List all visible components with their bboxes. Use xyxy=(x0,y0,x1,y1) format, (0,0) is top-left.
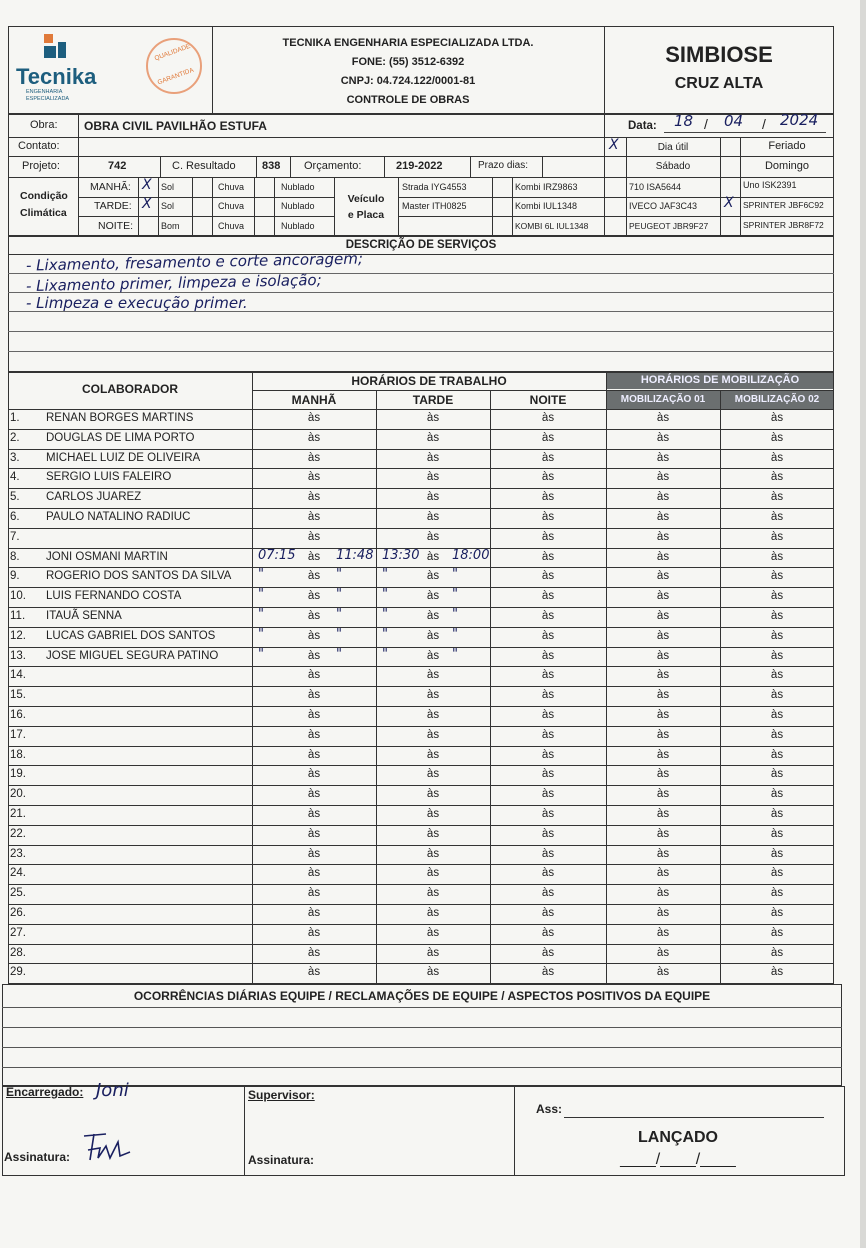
vehicle-uno: Uno ISK2391 xyxy=(743,180,797,190)
document-sheet: Tecnika ENGENHARIA ESPECIALIZADA QUALIDADE GARANTIDA TECNIKA ENGENHARIA ESPECIALIZADA LTDA. FONE: (55) 3512-6392 CNPJ: 04.724.122/0001-81 CONTROLE DE OBRAS SIMBIOSE CRUZ ALTA Obra: OBRA CIVIL PAVILHÃO ESTUFA Data: 18 / 04 / 2024 Contato: Projeto: 742 C. Resultado 838 Orçamento: 219-2022 Prazo dias: X Dia útil Feriado Sábado Domingo Condição Climática MANHÃ: X Sol Chuva Nublado TARDE: X Sol Chuva Nublado NOITE: Bom Chuva Nublado Veículo e Placa Strada IYG4553 Kombi IRZ9863 710 ISA5644 Uno ISK2391 Master ITH0825 Kombi IUL1348 IVECO JAF3C43 X SPRINTER JBF6C92 KOMBI 6L IUL1348 PEUGEOT JBR9F27 SPRINTER JBR8F72 DESCRIÇÃO DE SERVIÇOS - Lixamento, fresamento e corte ancoragem; - Lixamento primer, limpeza e isolação; - Limpeza e execução primer. COLABORADOR HORÁRIOS DE TRABALHO MANHÃ TARDE NOITE HORÁRIOS DE MOBILIZAÇÃO MOBILIZAÇÃO 01 MOBILIZAÇÃO 02 1. RENAN BORGES MARTINS às às às às às 2. DOUGLAS DE LIMA PORTO às às às às às 3. MICHAEL LUIZ DE OLIVEIRA às às às às às 4. SERGIO LUIS FALEIRO às às às às às 5. CARLOS JUAREZ às às às às às 6. PAULO NATALINO RADIUC às às às às às 7. às às às às às 8. JONI OSMANI MARTIN às às às às às 07:15 11:48 13:30 18:00 9. ROGERIO DOS SANTOS DA SILVA às às às às às " " " " 10. LUIS FERNANDO COSTA às às às às às " " " " 11. ITAUÃ SENNA às às às às às " " " " 12. LUCAS GABRIEL DOS SANTOS às às às às às " " " " 13. JOSE MIGUEL SEGURA PATINO às às às às às " " " " 14. às às às às às 15. às às às às às 16. às às às às às 17. às às às às às 18. às às às às às 19. às às às às às 20. às às às às às 21. às às às às às 22. às às às às às 23. às às às às às 24. às às às às às 25. às às às às às 26. às às às às às 27. às às às às às 28. às às às às às 29. às às às às às OCORRÊNCIAS DIÁRIAS EQUIPE / RECLAMAÇÕES DE EQUIPE / ASPECTOS POSITIVOS DA EQUIPE Encarregado: Joni Assinatura: Supervisor: Assinatura: Ass: LANÇADO ____/____/____ xyxy=(0,0,860,1248)
noite-as: às xyxy=(541,590,555,603)
manha-as: às xyxy=(307,768,321,781)
date-day: 18 xyxy=(674,112,694,130)
client-city: CRUZ ALTA xyxy=(674,75,764,92)
col-mobilizacao: HORÁRIOS DE MOBILIZAÇÃO xyxy=(640,374,800,386)
tarde-as: às xyxy=(426,511,440,523)
mob1-as: às xyxy=(656,709,670,721)
noite-as: às xyxy=(541,808,555,820)
supervisor-label: Supervisor: xyxy=(248,1088,315,1102)
tarde-as: às xyxy=(426,530,440,543)
vehicle-kombi-iul: Kombi IUL1348 xyxy=(515,201,578,211)
quality-seal xyxy=(146,38,202,94)
mob1-as: às xyxy=(656,610,670,622)
mob2-as: às xyxy=(770,511,784,523)
mob1-as: às xyxy=(656,431,670,444)
dia-util-mark: X xyxy=(609,137,619,153)
mob2-as: às xyxy=(770,728,784,741)
manha-end: 11:48 xyxy=(336,547,374,563)
mob2-as: às xyxy=(770,887,784,900)
service-line-1: - Lixamento, fresamento e corte ancoragem; xyxy=(25,249,364,275)
mob2-as: às xyxy=(770,412,784,424)
manha-as: às xyxy=(307,471,321,484)
col-noite: NOITE xyxy=(529,393,567,407)
tarde-as: às xyxy=(426,649,440,662)
obra-value: OBRA CIVIL PAVILHÃO ESTUFA xyxy=(84,119,267,133)
manha-as: às xyxy=(307,431,321,444)
tarde-end: " xyxy=(452,626,458,642)
worker-name: ITAUÃ SENNA xyxy=(46,610,122,622)
manha-as: às xyxy=(307,570,321,583)
tarde-as: às xyxy=(426,570,440,583)
row-number: 29. xyxy=(10,966,26,979)
row-number: 4. xyxy=(10,471,20,484)
row-number: 13. xyxy=(10,649,26,662)
mob1-as: às xyxy=(656,629,670,642)
row-number: 3. xyxy=(10,451,20,464)
mob1-as: às xyxy=(656,570,670,583)
mob2-as: às xyxy=(770,788,784,801)
mob1-as: às xyxy=(656,926,670,939)
mob1-as: às xyxy=(656,412,670,424)
manha-as: às xyxy=(307,847,321,860)
mob2-as: às xyxy=(770,471,784,484)
climate-tarde-label: TARDE: xyxy=(94,200,132,212)
mob1-as: às xyxy=(656,550,670,563)
climate-tarde-sol: Sol xyxy=(161,201,175,211)
manha-end: " xyxy=(336,607,342,622)
col-horarios: HORÁRIOS DE TRABALHO xyxy=(351,374,507,388)
tarde-end: 18:00 xyxy=(452,547,490,563)
row-number: 11. xyxy=(10,610,26,622)
vehicle-strada: Strada IYG4553 xyxy=(402,182,467,192)
mob2-as: às xyxy=(770,610,784,622)
manha-as: às xyxy=(307,966,321,979)
tarde-as: às xyxy=(426,748,440,761)
manha-as: às xyxy=(307,629,321,642)
noite-as: às xyxy=(541,966,555,979)
col-tarde: TARDE xyxy=(412,393,454,407)
tarde-as: às xyxy=(426,946,440,959)
row-number: 12. xyxy=(10,629,26,642)
tarde-as: às xyxy=(426,451,440,464)
projeto-label: Projeto: xyxy=(22,160,60,172)
climate-label-1: Condição xyxy=(20,190,68,202)
mob1-as: às xyxy=(656,451,670,464)
worker-name: LUCAS GABRIEL DOS SANTOS xyxy=(46,629,216,642)
mob2-as: às xyxy=(770,827,784,840)
tarde-as: às xyxy=(426,966,440,979)
mob1-as: às xyxy=(656,768,670,781)
manha-end: " xyxy=(336,567,342,583)
climate-noite-nublado: Nublado xyxy=(281,221,315,231)
vehicle-iveco: IVECO JAF3C43 xyxy=(629,201,698,211)
orcamento-value: 219-2022 xyxy=(396,160,443,172)
occurrences-title: OCORRÊNCIAS DIÁRIAS EQUIPE / RECLAMAÇÕES DE EQUIPE / ASPECTOS POSITIVOS DA EQUIPE xyxy=(133,989,711,1003)
row-number: 5. xyxy=(10,491,20,504)
worker-name: CARLOS JUAREZ xyxy=(46,491,142,504)
vehicle-kombi-irz: Kombi IRZ9863 xyxy=(515,182,578,192)
tarde-as: às xyxy=(426,689,440,702)
orcamento-label: Orçamento: xyxy=(304,160,362,172)
tarde-as: às xyxy=(426,768,440,781)
noite-as: às xyxy=(541,629,555,642)
worker-name: ROGERIO DOS SANTOS DA SILVA xyxy=(46,570,232,583)
manha-start: " xyxy=(258,587,264,603)
mob1-as: às xyxy=(656,590,670,603)
logo-blue-square xyxy=(44,46,56,58)
manha-as: às xyxy=(307,590,321,603)
row-number: 7. xyxy=(10,530,20,543)
vehicle-sprinter-jbf: SPRINTER JBF6C92 xyxy=(743,200,824,210)
row-number: 8. xyxy=(10,550,20,563)
manha-as: às xyxy=(307,907,321,919)
tarde-start: 13:30 xyxy=(382,547,420,563)
col-mob-01: MOBILIZAÇÃO 01 xyxy=(620,394,706,405)
worker-name: LUIS FERNANDO COSTA xyxy=(46,590,182,603)
noite-as: às xyxy=(541,451,555,464)
mob1-as: às xyxy=(656,867,670,880)
vehicle-peugeot: PEUGEOT JBR9F27 xyxy=(629,221,709,231)
manha-start: 07:15 xyxy=(258,547,296,563)
mob2-as: às xyxy=(770,847,784,860)
mob2-as: às xyxy=(770,709,784,721)
mob1-as: às xyxy=(656,827,670,840)
climate-manha-label: MANHÃ: xyxy=(90,181,131,193)
row-number: 20. xyxy=(10,788,26,801)
row-number: 23. xyxy=(10,847,26,860)
climate-tarde-nublado: Nublado xyxy=(281,201,315,211)
day-type-domingo: Domingo xyxy=(764,160,810,172)
manha-as: às xyxy=(307,867,321,880)
mob2-as: às xyxy=(770,491,784,504)
climate-noite-chuva: Chuva xyxy=(218,221,245,231)
row-number: 16. xyxy=(10,709,26,721)
mob2-as: às xyxy=(770,431,784,444)
worker-name: PAULO NATALINO RADIUC xyxy=(46,511,191,523)
service-line-2: - Lixamento primer, limpeza e isolação; xyxy=(25,270,322,296)
date-month: 04 xyxy=(724,112,744,130)
date-label: Data: xyxy=(628,120,657,132)
mob1-as: às xyxy=(656,788,670,801)
noite-as: às xyxy=(541,412,555,424)
mob2-as: às xyxy=(770,748,784,761)
manha-as: às xyxy=(307,709,321,721)
manha-as: às xyxy=(307,451,321,464)
contato-label: Contato: xyxy=(18,140,60,152)
worker-name: RENAN BORGES MARTINS xyxy=(46,412,194,424)
manha-as: às xyxy=(307,491,321,504)
manha-as: às xyxy=(307,748,321,761)
date-year: 2024 xyxy=(780,111,819,129)
manha-start: " xyxy=(258,607,264,622)
tarde-start: " xyxy=(382,567,388,583)
mob2-as: às xyxy=(770,669,784,682)
manha-as: às xyxy=(307,808,321,820)
noite-as: às xyxy=(541,728,555,741)
tarde-start: " xyxy=(382,626,388,642)
row-number: 21. xyxy=(10,808,26,820)
manha-end: " xyxy=(336,626,342,642)
assinatura-label-2: Assinatura: xyxy=(248,1153,315,1167)
tarde-as: às xyxy=(426,808,440,820)
mob2-as: às xyxy=(770,629,784,642)
lancado-date: ____/____/____ xyxy=(620,1151,736,1168)
noite-as: às xyxy=(541,946,555,959)
seal-top-text: QUALIDADE xyxy=(153,42,192,63)
projeto-value: 742 xyxy=(108,160,127,172)
mob2-as: às xyxy=(770,867,784,880)
company-logo xyxy=(16,32,206,108)
manha-end: " xyxy=(336,587,342,603)
climate-manha-mark: X xyxy=(142,177,152,193)
worker-name: JONI OSMANI MARTIN xyxy=(46,550,168,563)
noite-as: às xyxy=(541,907,555,919)
manha-as: às xyxy=(307,550,321,563)
mob1-as: às xyxy=(656,946,670,959)
mob2-as: às xyxy=(770,966,784,979)
climate-manha-nublado: Nublado xyxy=(281,182,315,192)
company-info xyxy=(212,34,604,110)
row-number: 15. xyxy=(10,689,26,702)
day-type-feriado: Feriado xyxy=(768,140,806,152)
row-number: 27. xyxy=(10,926,26,939)
manha-as: às xyxy=(307,669,321,682)
services-title: DESCRIÇÃO DE SERVIÇOS xyxy=(345,239,497,251)
tarde-as: às xyxy=(426,590,440,603)
mob1-as: às xyxy=(656,728,670,741)
tarde-as: às xyxy=(426,709,440,721)
mob1-as: às xyxy=(656,887,670,900)
tarde-end: " xyxy=(452,567,458,583)
manha-as: às xyxy=(307,530,321,543)
tarde-end: " xyxy=(452,587,458,603)
manha-as: às xyxy=(307,511,321,523)
resultado-value: 838 xyxy=(262,160,281,172)
noite-as: às xyxy=(541,748,555,761)
col-colaborador: COLABORADOR xyxy=(82,382,178,396)
noite-as: às xyxy=(541,689,555,702)
prazo-label: Prazo dias: xyxy=(478,160,529,171)
logo-orange-square xyxy=(44,34,53,43)
climate-tarde-chuva: Chuva xyxy=(218,201,245,211)
mob2-as: às xyxy=(770,550,784,563)
mob1-as: às xyxy=(656,530,670,543)
vehicle-master: Master ITH0825 xyxy=(402,201,467,211)
row-number: 17. xyxy=(10,728,26,741)
manha-as: às xyxy=(307,728,321,741)
signature-scribble xyxy=(80,1128,134,1166)
tarde-as: às xyxy=(426,491,440,504)
noite-as: às xyxy=(541,431,555,444)
col-manha: MANHÃ xyxy=(291,393,337,407)
climate-noite-label: NOITE: xyxy=(98,220,134,232)
noite-as: às xyxy=(541,788,555,801)
noite-as: às xyxy=(541,570,555,583)
tarde-as: às xyxy=(426,669,440,682)
vehicle-selected-mark: X xyxy=(724,195,734,211)
climate-label-2: Climática xyxy=(20,207,67,219)
climate-manha-sol: Sol xyxy=(161,182,175,192)
tarde-as: às xyxy=(426,728,440,741)
climate-manha-chuva: Chuva xyxy=(218,182,245,192)
row-number: 6. xyxy=(10,511,20,523)
manha-start: " xyxy=(258,646,264,662)
worker-name: JOSE MIGUEL SEGURA PATINO xyxy=(46,649,219,662)
tarde-as: às xyxy=(426,788,440,801)
tarde-as: às xyxy=(426,629,440,642)
worker-name: DOUGLAS DE LIMA PORTO xyxy=(46,431,195,444)
logo-sub2: ESPECIALIZADA xyxy=(26,96,70,102)
tarde-as: às xyxy=(426,550,440,563)
tarde-as: às xyxy=(426,926,440,939)
noite-as: às xyxy=(541,709,555,721)
tarde-as: às xyxy=(426,827,440,840)
noite-as: às xyxy=(541,867,555,880)
manha-as: às xyxy=(307,788,321,801)
row-number: 24. xyxy=(10,867,26,880)
tarde-as: às xyxy=(426,907,440,919)
mob2-as: às xyxy=(770,768,784,781)
mob1-as: às xyxy=(656,511,670,523)
mob2-as: às xyxy=(770,649,784,662)
noite-as: às xyxy=(541,530,555,543)
climate-noite-bom: Bom xyxy=(161,221,180,231)
mob2-as: às xyxy=(770,570,784,583)
tarde-as: às xyxy=(426,471,440,484)
lancado-label: LANÇADO xyxy=(638,1129,718,1146)
col-mob-02: MOBILIZAÇÃO 02 xyxy=(734,394,820,405)
tarde-end: " xyxy=(452,646,458,662)
company-phone: FONE: (55) 3512-6392 xyxy=(351,56,465,68)
day-type-dia-util: Dia útil xyxy=(657,142,689,153)
mob1-as: às xyxy=(656,907,670,919)
mob1-as: às xyxy=(656,491,670,504)
company-cnpj: CNPJ: 04.724.122/0001-81 xyxy=(340,75,476,87)
seal-bottom-text: GARANTIDA xyxy=(156,66,195,87)
noite-as: às xyxy=(541,511,555,523)
assinatura-label-1: Assinatura: xyxy=(4,1150,71,1164)
vehicle-label-1: Veículo xyxy=(347,193,385,205)
row-number: 28. xyxy=(10,946,26,959)
noite-as: às xyxy=(541,471,555,484)
mob2-as: às xyxy=(770,926,784,939)
resultado-label: C. Resultado xyxy=(172,160,236,172)
logo-blue-bar xyxy=(58,42,66,58)
worker-name: SERGIO LUIS FALEIRO xyxy=(46,471,172,484)
mob2-as: às xyxy=(770,451,784,464)
row-number: 9. xyxy=(10,570,20,583)
service-line-3: - Limpeza e execução primer. xyxy=(26,294,248,312)
vehicle-710: 710 ISA5644 xyxy=(629,182,682,192)
logo-wordmark: Tecnika xyxy=(16,64,97,89)
manha-as: às xyxy=(307,887,321,900)
manha-as: às xyxy=(307,827,321,840)
tarde-as: às xyxy=(426,867,440,880)
climate-tarde-mark: X xyxy=(142,196,152,212)
client-name: SIMBIOSE xyxy=(665,42,773,67)
manha-as: às xyxy=(307,926,321,939)
mob2-as: às xyxy=(770,946,784,959)
row-number: 26. xyxy=(10,907,26,919)
company-name: TECNIKA ENGENHARIA ESPECIALIZADA LTDA. xyxy=(282,37,534,49)
tarde-as: às xyxy=(426,847,440,860)
manha-as: às xyxy=(307,610,321,622)
noite-as: às xyxy=(541,669,555,682)
noite-as: às xyxy=(541,827,555,840)
manha-as: às xyxy=(307,689,321,702)
manha-end: " xyxy=(336,646,342,662)
noite-as: às xyxy=(541,550,555,563)
noite-as: às xyxy=(541,491,555,504)
tarde-as: às xyxy=(426,887,440,900)
row-number: 25. xyxy=(10,887,26,900)
noite-as: às xyxy=(541,887,555,900)
tarde-start: " xyxy=(382,587,388,603)
manha-as: às xyxy=(307,412,321,424)
tarde-as: às xyxy=(426,610,440,622)
row-number: 10. xyxy=(10,590,26,603)
encarregado-label: Encarregado: xyxy=(6,1085,84,1099)
logo-sub1: ENGENHARIA xyxy=(26,89,63,95)
vehicle-sprinter-jbr: SPRINTER JBR8F72 xyxy=(743,220,824,230)
vehicle-kombi-6l: KOMBI 6L IUL1348 xyxy=(515,221,589,231)
vehicle-label-2: e Placa xyxy=(347,209,385,221)
noite-as: às xyxy=(541,926,555,939)
tarde-as: às xyxy=(426,412,440,424)
mob2-as: às xyxy=(770,590,784,603)
mob1-as: às xyxy=(656,966,670,979)
obra-label: Obra: xyxy=(30,119,58,131)
manha-start: " xyxy=(258,567,264,583)
tarde-as: às xyxy=(426,431,440,444)
encarregado-signature: Joni xyxy=(96,1080,129,1101)
row-number: 22. xyxy=(10,827,26,840)
mob1-as: às xyxy=(656,669,670,682)
mob2-as: às xyxy=(770,530,784,543)
mob2-as: às xyxy=(770,907,784,919)
row-number: 19. xyxy=(10,768,26,781)
mob1-as: às xyxy=(656,748,670,761)
row-number: 18. xyxy=(10,748,26,761)
tarde-start: " xyxy=(382,646,388,662)
doc-title: CONTROLE DE OBRAS xyxy=(346,94,470,106)
row-number: 2. xyxy=(10,431,20,444)
mob2-as: às xyxy=(770,808,784,820)
tarde-start: " xyxy=(382,607,388,622)
mob1-as: às xyxy=(656,649,670,662)
day-type-sabado: Sábado xyxy=(655,161,691,172)
mob1-as: às xyxy=(656,847,670,860)
noite-as: às xyxy=(541,649,555,662)
manha-as: às xyxy=(307,946,321,959)
manha-start: " xyxy=(258,626,264,642)
mob1-as: às xyxy=(656,808,670,820)
noite-as: às xyxy=(541,610,555,622)
row-number: 14. xyxy=(10,669,26,682)
worker-name: MICHAEL LUIZ DE OLIVEIRA xyxy=(46,451,201,464)
ass-label: Ass: xyxy=(536,1102,563,1116)
noite-as: às xyxy=(541,847,555,860)
mob1-as: às xyxy=(656,689,670,702)
manha-as: às xyxy=(307,649,321,662)
row-number: 1. xyxy=(10,412,20,424)
noite-as: às xyxy=(541,768,555,781)
mob2-as: às xyxy=(770,689,784,702)
tarde-end: " xyxy=(452,607,458,622)
mob1-as: às xyxy=(656,471,670,484)
